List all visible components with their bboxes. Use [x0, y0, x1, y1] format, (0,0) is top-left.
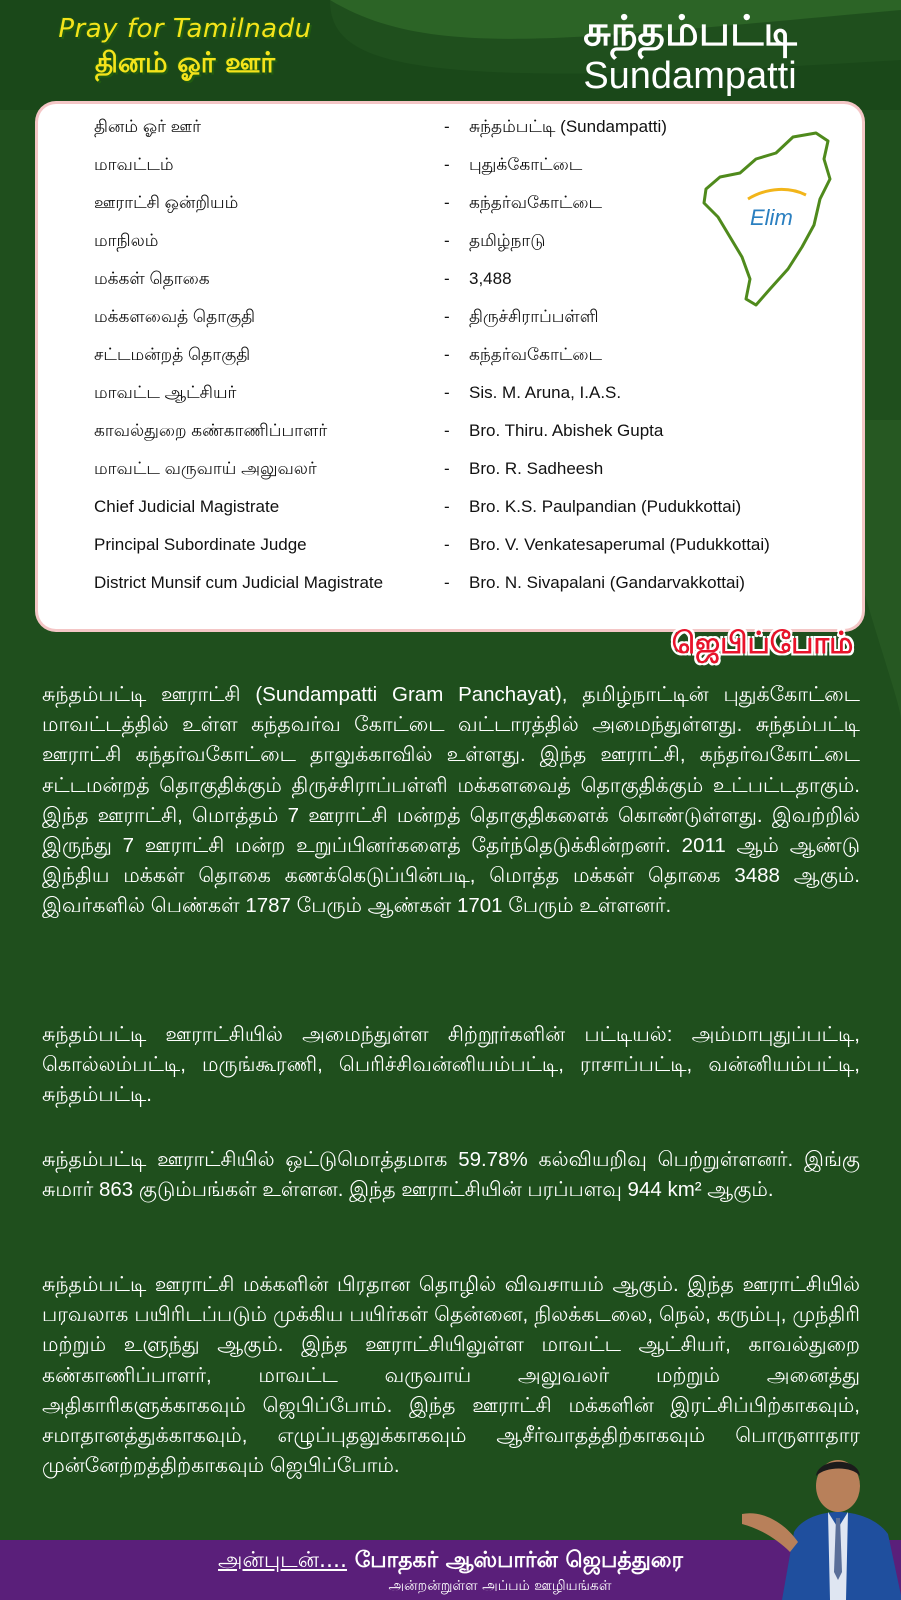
info-label: Chief Judicial Magistrate — [94, 497, 280, 516]
footer-name: போதகர் ஆஸ்பார்ன் ஜெபத்துரை — [354, 1548, 683, 1573]
info-separator: - — [444, 269, 450, 288]
info-row — [38, 573, 862, 605]
info-value: Sis. M. Aruna, I.A.S. — [469, 383, 622, 402]
village-name-tamil: சுந்தம்பட்டி — [583, 6, 797, 55]
info-value: திருச்சிராப்பள்ளி — [469, 307, 599, 326]
info-row — [38, 345, 862, 377]
info-label: ஊராட்சி ஒன்றியம் — [94, 193, 239, 212]
pray-title: Pray for Tamilnadu — [58, 14, 312, 44]
info-value: புதுக்கோட்டை — [469, 155, 583, 174]
village-name-english: Sundampatti — [583, 55, 797, 97]
info-card — [38, 104, 862, 629]
info-value: கந்தர்வகோட்டை — [469, 345, 602, 364]
info-separator: - — [444, 497, 450, 516]
village-name — [520, 6, 860, 96]
info-separator: - — [444, 345, 450, 364]
paragraph: சுந்தம்பட்டி ஊராட்சி (Sundampatti Gram Panchayat), தமிழ்நாட்டின் புதுக்கோட்டை மாவட்டத்தில் உள்ள கந்தவர்வ கோட்டை வட்டாரத்தில் அமைந்துள்ளது. சுந்தம்பட்டி ஊராட்சி கந்தர்வகோட்டை தாலுக்காவில் உள்ளது. இந்த ஊராட்சி, கந்தர்வகோட்டை சட்டமன்றத் தொகுதிக்கும் திருச்சிராப்பள்ளி மக்களவைத் தொகுதிக்கும் உட்பட்டதாகும். இந்த ஊராட்சி, மொத்தம் 7 ஊராட்சி மன்றத் தொகுதிகளைக் கொண்டுள்ளது. இவற்றில் இருந்து 7 ஊராட்சி மன்ற உறுப்பினர்களைத் தேர்ந்தெடுக்கின்றனர். 2011 ஆம் ஆண்டு இந்திய மக்கள் தொகை கணக்கெடுப்பின்படி, மொத்த மக்கள் தொகை 3488 ஆகும். இவர்களில் பெண்கள் 1787 பேரும் ஆண்கள் 1701 பேரும் உள்ளனர். — [42, 683, 860, 918]
paragraph: சுந்தம்பட்டி ஊராட்சி மக்களின் பிரதான தொழில் விவசாயம் ஆகும். இந்த ஊராட்சியில் பரவலாக பயிரிடப்படும் முக்கிய பயிர்கள் தென்னை, நிலக்கடலை, நெல், கரும்பு, முந்திரி மற்றும் உளுந்து ஆகும். இந்த ஊராட்சியிலுள்ள மாவட்ட ஆட்சியர், காவல்துறை கண்காணிப்பாளர், மாவட்ட வருவாய் அலுவலர் மற்றும் அனைத்து அதிகாரிகளுக்காகவும் ஜெபிப்போம். இந்த ஊராட்சி மக்களின் இரட்சிப்பிற்காகவும், சமாதானத்துக்காகவும், எழுப்புதலுக்காகவும் ஆசீர்வாதத்திற்காகவும் பொருளாதார முன்னேற்றத்திற்காகவும் ஜெபிப்போம். — [42, 1273, 860, 1478]
info-label: சட்டமன்றத் தொகுதி — [94, 345, 251, 364]
info-value: தமிழ்நாடு — [469, 231, 546, 250]
info-row — [38, 459, 862, 491]
info-label: மாநிலம் — [94, 231, 159, 250]
info-label: District Munsif cum Judicial Magistrate — [94, 573, 384, 592]
elim-logo: Elim — [750, 205, 793, 230]
info-separator: - — [444, 383, 450, 402]
paragraph: சுந்தம்பட்டி ஊராட்சியில் ஒட்டுமொத்தமாக 59.78% கல்வியறிவு பெற்றுள்ளனர். இங்கு சுமார் 863 குடும்பங்கள் உள்ளன. இந்த ஊராட்சியின் பரப்பளவு 944 km² ஆகும். — [42, 1148, 860, 1202]
info-label: மாவட்டம் — [94, 155, 174, 174]
info-separator: - — [444, 307, 450, 326]
info-label: மாவட்ட வருவாய் அலுவலர் — [94, 459, 317, 478]
info-label: மக்கள் தொகை — [94, 269, 210, 288]
info-row — [38, 421, 862, 453]
info-value: 3,488 — [469, 269, 512, 288]
pray-for-tamilnadu-logo — [40, 14, 330, 83]
info-value: Bro. R. Sadheesh — [469, 459, 604, 478]
info-label: காவல்துறை கண்காணிப்பாளர் — [94, 421, 328, 440]
pray-we-banner: ஜெபிப்போம் — [671, 626, 854, 661]
info-value: Bro. K.S. Paulpandian (Pudukkottai) — [469, 497, 742, 516]
info-label: மக்களவைத் தொகுதி — [94, 307, 256, 326]
info-separator: - — [444, 573, 450, 592]
info-separator: - — [444, 231, 450, 250]
info-value: கந்தர்வகோட்டை — [469, 193, 602, 212]
info-label: தினம் ஓர் ஊர் — [94, 117, 201, 136]
info-separator: - — [444, 459, 450, 478]
info-separator: - — [444, 535, 450, 554]
info-value: Bro. Thiru. Abishek Gupta — [469, 421, 664, 440]
info-row — [38, 497, 862, 529]
info-separator: - — [444, 193, 450, 212]
footer-prefix: அன்புடன்.... — [218, 1548, 348, 1573]
tamilnadu-map-icon — [698, 129, 848, 314]
info-label: Principal Subordinate Judge — [94, 535, 307, 554]
info-separator: - — [444, 117, 450, 136]
footer-subtitle: அன்றன்றுள்ள அப்பம் ஊழியங்கள் — [388, 1578, 612, 1594]
info-value: Bro. V. Venkatesaperumal (Pudukkottai) — [469, 535, 770, 554]
info-label: மாவட்ட ஆட்சியர் — [94, 383, 237, 402]
info-row — [38, 383, 862, 415]
info-separator: - — [444, 155, 450, 174]
pray-subtitle: தினம் ஓர் ஊர் — [94, 46, 276, 79]
info-value: Bro. N. Sivapalani (Gandarvakkottai) — [469, 573, 745, 592]
paragraph: சுந்தம்பட்டி ஊராட்சியில் அமைந்துள்ள சிற்றூர்களின் பட்டியல்: அம்மாபுதுப்பட்டி, கொல்லம்பட்டி, மருங்கூரணி, பெரிச்சிவன்னியம்பட்டி, ராசாப்பட்டி, வன்னியம்பட்டி, சுந்தம்பட்டி. — [42, 1023, 860, 1107]
info-separator: - — [444, 421, 450, 440]
pastor-portrait-icon — [742, 1452, 901, 1600]
info-row — [38, 535, 862, 567]
info-value: சுந்தம்பட்டி (Sundampatti) — [469, 117, 667, 136]
